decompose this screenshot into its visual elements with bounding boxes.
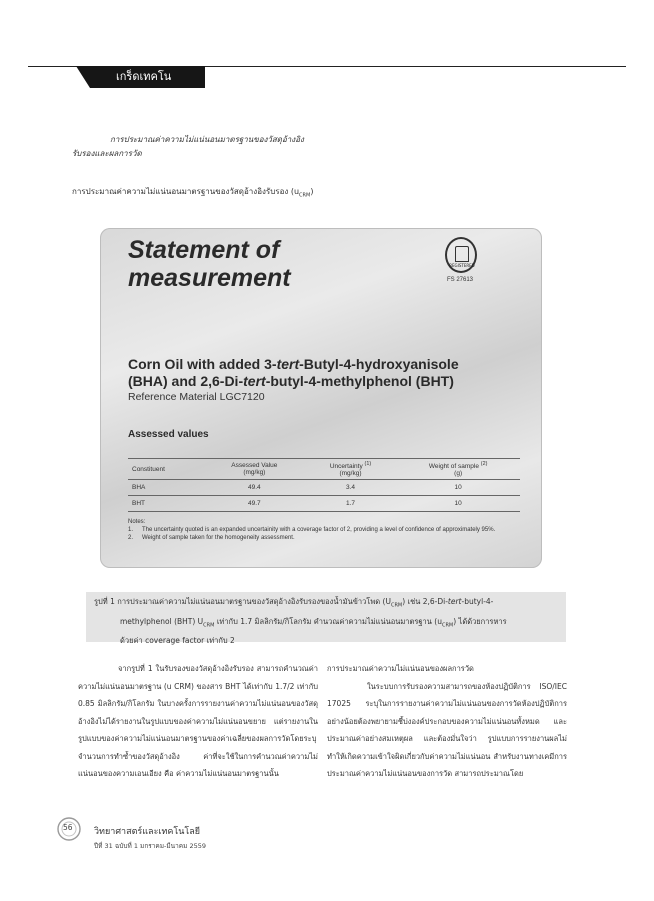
col-uncertainty (305, 459, 397, 480)
table-row (128, 496, 520, 512)
seal-shield-icon (455, 246, 469, 262)
certificate-number: FS 27613 (447, 277, 474, 283)
figure-title-line1: Statement of (128, 236, 280, 264)
caption-text-2: methylphenol (BHT) U (120, 616, 204, 626)
table-row (128, 480, 520, 496)
caption-text-1: รูปที่ 1 การประมาณค่าความไม่แน่นอนมาตรฐานของวัสดุอ้างอิงรับรองของน้ำมันข้าวโพด (U (94, 597, 391, 606)
section-tab (90, 66, 205, 88)
assessed-values-heading: Assessed values (128, 429, 209, 440)
col-weight-label: Weight of sample (428, 463, 479, 471)
note-number: 1. (128, 527, 134, 533)
assessed-values-table (128, 458, 520, 512)
caption-line-1 (94, 594, 556, 614)
intro-text-main: การประมาณค่าความไม่แน่นอนมาตรฐานของวัสดุอ้างอิงรับรอง (u (72, 187, 300, 196)
note-item (128, 534, 520, 542)
col-weight-unit: (g) (454, 470, 463, 478)
subtitle-part-d: -butyl-4-methylphenol (BHT) (265, 373, 454, 389)
section-heading: การประมาณค่าความไม่แน่นอนของผลการวัด (327, 664, 474, 673)
certification-seal-icon (445, 237, 477, 273)
caption-text-2-end: ) ได้ด้วยการหาร (453, 616, 507, 626)
seal-text: REGISTERED (449, 263, 475, 268)
caption-subscript-2: CRM (203, 622, 215, 628)
subtitle-part-b: -Butyl-4-hydroxyanisole (299, 356, 459, 372)
figure-title-line2: measurement (128, 264, 291, 292)
reference-material: Reference Material LGC7120 (128, 391, 265, 403)
figure-title (128, 236, 428, 292)
journal-issue: ปีที่ 31 ฉบับที่ 1 มกราคม-มีนาคม 2559 (94, 842, 207, 850)
body-paragraph-left: จากรูปที่ 1 ในรับรองของวัสดุอ้างอิงรับรอง สามารถคำนวณค่าความไม่แน่นอนมาตรฐาน (u CRM) ของสาร BHT ได้เท่ากับ 1.7/2 เท่ากับ 0.85 มิลลิกรัม/กิโลกรัม ในบางครั้งการรายงานค่าความไม่แน่นอนของวัสดุอ้างอิงไม่ได้รายงานในรูปแบบของค่าความไม่แน่นอนขยาย แต่รายงานในรูปแบบของค่าความไม่แน่นอนมาตรฐานของค่าเฉลี่ยของผลการวัดโดยระบุจำนวนการทำซ้ำของวัสดุอ้างอิง ค่าที่จะใช้ในการคำนวณค่าความไม่แน่นอนของความเอนเอียง คือ ค่าความไม่แน่นอนมาตรฐานนั้น (78, 664, 318, 778)
cell-uncertainty: 1.7 (305, 496, 397, 512)
cell-value: 49.4 (204, 480, 305, 496)
notes-label: Notes: (128, 519, 146, 525)
table-header-row (128, 459, 520, 480)
col-value-unit: (mg/kg) (243, 469, 266, 477)
col-constituent: Constituent (128, 459, 204, 480)
caption-subscript-1: CRM (390, 602, 403, 609)
caption-line-2 (94, 614, 556, 634)
certificate-figure (100, 228, 542, 568)
col-value-label: Assessed Value (231, 462, 278, 470)
figure-notes (128, 518, 520, 542)
note-number: 2. (128, 535, 134, 541)
caption-text-1-end: ) เช่น 2,6-Di- (402, 597, 448, 606)
intro-text (72, 184, 326, 204)
intro-heading: การประมาณค่าความไม่แน่นอนมาตรฐานของวัสดุอ้างอิงรับรองและผลการวัด (72, 135, 304, 158)
col-weight (396, 459, 520, 480)
caption-tert: tert (447, 597, 462, 606)
col-uncertainty-sup: (1) (364, 461, 372, 467)
figure-caption (86, 592, 566, 645)
note-text: Weight of sample taken for the homogeneity assessment. (142, 535, 295, 541)
intro-text-end: ) (310, 187, 314, 196)
col-uncertainty-label: Uncertainty (329, 463, 363, 471)
figure-subtitle (128, 356, 528, 390)
caption-line-3: ด้วยค่า coverage factor เท่ากับ 2 (120, 636, 235, 645)
body-column-right (327, 660, 567, 783)
subtitle-tert-2: tert (243, 373, 266, 389)
col-weight-sup: (2) (480, 461, 488, 467)
col-uncertainty-unit: (mg/kg) (339, 470, 362, 478)
intro-text-subscript: CRM (299, 192, 311, 199)
cell-value: 49.7 (204, 496, 305, 512)
body-column-left (78, 660, 318, 783)
note-text: The uncertainty quoted is an expanded uncertainity with a coverage factor of 2, providing a level of confidence of approximately 95%. (142, 527, 496, 533)
cell-weight: 10 (396, 480, 520, 496)
cell-uncertainty: 3.4 (305, 480, 397, 496)
caption-text-2-mid: เท่ากับ 1.7 มิลลิกรัม/กิโลกรัม คำนวณค่าความไม่แน่นอนมาตรฐาน (u (214, 616, 442, 626)
subtitle-part-c: (BHA) and 2,6-Di- (128, 373, 244, 389)
caption-text-1-tail: -butyl-4- (461, 597, 494, 606)
page-number: 56 (63, 823, 73, 832)
body-paragraph-right: ในระบบการรับรองความสามารถของห้องปฏิบัติการ ISO/IEC 17025 ระบุในการรายงานค่าความไม่แน่นอนของการวัดห้องปฏิบัติการอย่างน้อยต้องพยายามชี้บ่งองค์ประกอบของความไม่แน่นอนทั้งหมด และประมาณค่าอย่างสมเหตุผล และต้องมั่นใจว่า รูปแบบการรายงานผลไม่ทำให้เกิดความเข้าใจผิดเกี่ยวกับค่าความไม่แน่นอน สำหรับงานทางเคมีการประมาณค่าความไม่แน่นอนของการวัด สามารถประมาณโดย (327, 681, 567, 778)
journal-name: วิทยาศาสตร์และเทคโนโลยี (94, 827, 201, 837)
caption-subscript-3: CRM (441, 622, 454, 628)
subtitle-tert-1: tert (276, 356, 300, 372)
subtitle-part-a: Corn Oil with added 3- (128, 356, 277, 372)
cell-constituent: BHA (128, 480, 204, 496)
cell-weight: 10 (396, 496, 520, 512)
note-item (128, 526, 520, 534)
col-value (204, 459, 305, 480)
cell-constituent: BHT (128, 496, 204, 512)
section-label: เกร็ดเทคโน (116, 70, 172, 83)
